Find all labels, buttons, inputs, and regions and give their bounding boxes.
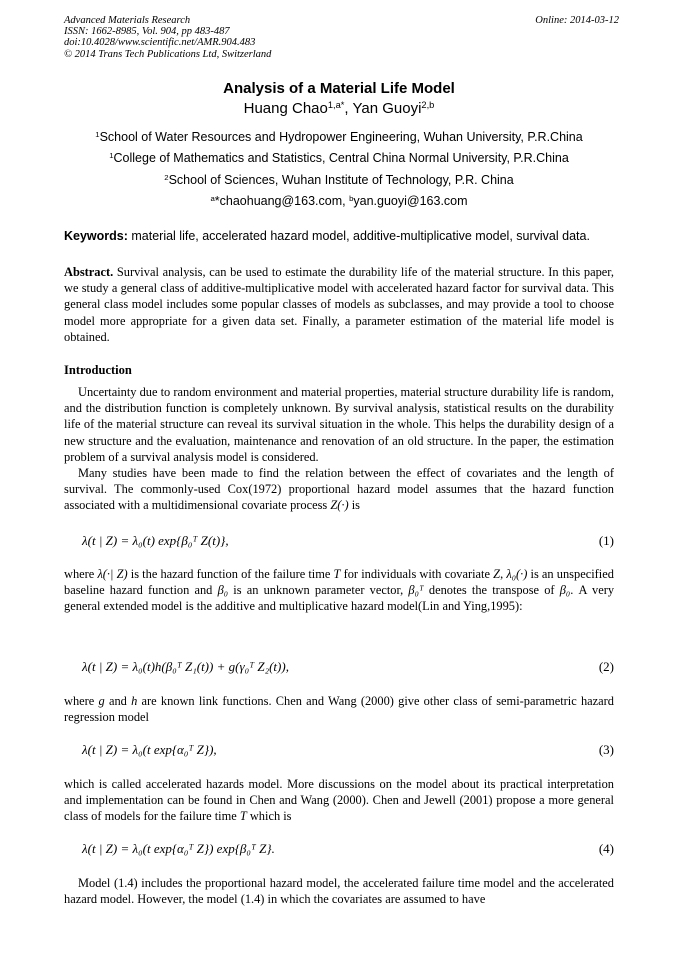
author-line bbox=[0, 100, 678, 117]
equation-body: λ(t | Z) = λ₀(t exp{α₀ᵀ Z}), bbox=[82, 742, 217, 757]
affiliation-marker: 2 bbox=[164, 172, 169, 182]
equation-body: λ(t | Z) = λ₀(t)h(β₀ᵀ Z₁(t)) + g(γ₀ᵀ Z₂(t)), bbox=[82, 659, 289, 674]
paragraph-text: Many studies have been made to find the relation between the effect of covariates and the length of survival. The commonly-used Cox(1972) proportional hazard model assumes that the hazard function associated with a multidimensional covariate process bbox=[64, 466, 614, 513]
inline-math: λ(·| Z) bbox=[97, 567, 128, 581]
inline-math: T bbox=[239, 809, 247, 824]
equation-number: (4) bbox=[598, 841, 614, 856]
inline-math: β₀ bbox=[559, 583, 571, 598]
inline-math: T bbox=[333, 567, 341, 581]
keywords-label: Keywords: bbox=[64, 229, 128, 243]
equation bbox=[82, 533, 614, 551]
keywords bbox=[64, 229, 624, 243]
online-date: Online: 2014-03-12 bbox=[535, 15, 619, 26]
equation-body: λ(t | Z) = λ₀(t exp{α₀ᵀ Z}) exp{β₀ᵀ Z}. bbox=[82, 841, 275, 856]
affiliation bbox=[0, 151, 678, 165]
paragraph: which is called accelerated hazards model. More discussions on the model about its practical interpretation and implementation can be found in Chen and Wang (2000). Chen and Jewell (2001) propose a more general class of models for the failure time T which is bbox=[64, 777, 614, 824]
email-line bbox=[0, 194, 678, 208]
abstract-label: Abstract. bbox=[64, 265, 114, 279]
inline-math: g bbox=[98, 694, 105, 708]
equation-number: (2) bbox=[598, 659, 614, 674]
email-marker: a bbox=[210, 193, 215, 203]
author-affiliation-marker: 2,b bbox=[421, 99, 435, 110]
journal-issn: ISSN: 1662-8985, Vol. 904, pp 483-487 bbox=[64, 26, 230, 38]
inline-math: β₀ᵀ bbox=[408, 583, 424, 598]
affiliation-text: School of Water Resources and Hydropower Engineering, Wuhan University, P.R.China bbox=[99, 130, 583, 144]
equation-number: (1) bbox=[598, 533, 614, 548]
email-link[interactable]: *chaohuang@163.com, bbox=[214, 194, 350, 208]
inline-math: h bbox=[131, 694, 138, 708]
author-name: Yan Guoyi bbox=[352, 100, 422, 117]
inline-math: Z bbox=[493, 567, 501, 581]
equation bbox=[82, 659, 614, 677]
paper-title: Analysis of a Material Life Model bbox=[223, 80, 455, 97]
equation bbox=[82, 742, 614, 760]
paragraph: where g and h are known link functions. Chen and Wang (2000) give other class of semi-parametric hazard regression model bbox=[64, 694, 614, 725]
email-link[interactable]: yan.guoyi@163.com bbox=[353, 194, 468, 208]
affiliation-marker: 1 bbox=[109, 150, 114, 160]
journal-doi: doi:10.4028/www.scientific.net/AMR.904.483 bbox=[64, 37, 256, 49]
journal-copyright: © 2014 Trans Tech Publications Ltd, Switzerland bbox=[64, 48, 272, 60]
author-name: Huang Chao bbox=[243, 100, 328, 117]
affiliation-marker: 1 bbox=[95, 129, 100, 139]
affiliation-text: College of Mathematics and Statistics, Central China Normal University, P.R.China bbox=[113, 151, 569, 165]
affiliation bbox=[0, 173, 678, 187]
inline-math: λ₀(·) bbox=[506, 567, 528, 581]
paragraph: where λ(·| Z) is the hazard function of the failure time T for individuals with covariate Z, λ₀(·) is an unspecified baseline hazard function and β₀ is an unknown parameter vector, β₀ᵀ denotes the transpose of β₀. A very general extended model is the additive and multiplicative hazard model(Lin and Ying,1995): bbox=[64, 567, 615, 614]
affiliation bbox=[0, 130, 678, 144]
keywords-text: material life, accelerated hazard model, additive-multiplicative model, survival data. bbox=[127, 229, 590, 243]
journal-header bbox=[64, 15, 619, 60]
paragraph bbox=[64, 465, 614, 514]
affiliation-text: School of Sciences, Wuhan Institute of Technology, P.R. China bbox=[168, 173, 514, 187]
abstract bbox=[64, 264, 614, 345]
inline-math: β₀ bbox=[217, 583, 229, 598]
equation-body: λ(t | Z) = λ₀(t) exp{β₀ᵀ Z(t)}, bbox=[82, 533, 229, 548]
inline-math: Z(·) bbox=[330, 498, 349, 513]
author-separator: , bbox=[344, 100, 353, 117]
abstract-text: Survival analysis, can be used to estimate the durability life of the material structure. In this paper, we study a general class of additive-multiplicative model with accelerated hazard factor for survival data. This general class model includes some popular classes of models as subclasses, and may provide a tool to choose model more appropriate for a given data set. Finally, a parameter estimation of the material life model is obtained. bbox=[64, 265, 614, 344]
equation-number: (3) bbox=[598, 742, 614, 757]
equation bbox=[82, 841, 614, 859]
paragraph-text: is bbox=[351, 498, 360, 513]
paragraph: Model (1.4) includes the proportional hazard model, the accelerated failure time model and the accelerated hazard model. However, the model (1.4) in which the covariates are assumed to have bbox=[64, 876, 614, 907]
email-marker: b bbox=[349, 193, 354, 203]
section-heading: Introduction bbox=[64, 363, 132, 377]
journal-name: Advanced Materials Research bbox=[64, 15, 191, 26]
author-affiliation-marker: 1,a* bbox=[327, 99, 345, 110]
paragraph: Uncertainty due to random environment and material properties, material structure durability life is random, and the distribution function is completely unknown. By survival analysis, statistical results on the durability life of the material structure can reveal its survival situation in the whole. This helps the durability design of a new structure and the evaluation, maintenance and renovation of an old structure. In the paper, the estimation problem of a survival analysis model is considered. bbox=[64, 385, 614, 464]
